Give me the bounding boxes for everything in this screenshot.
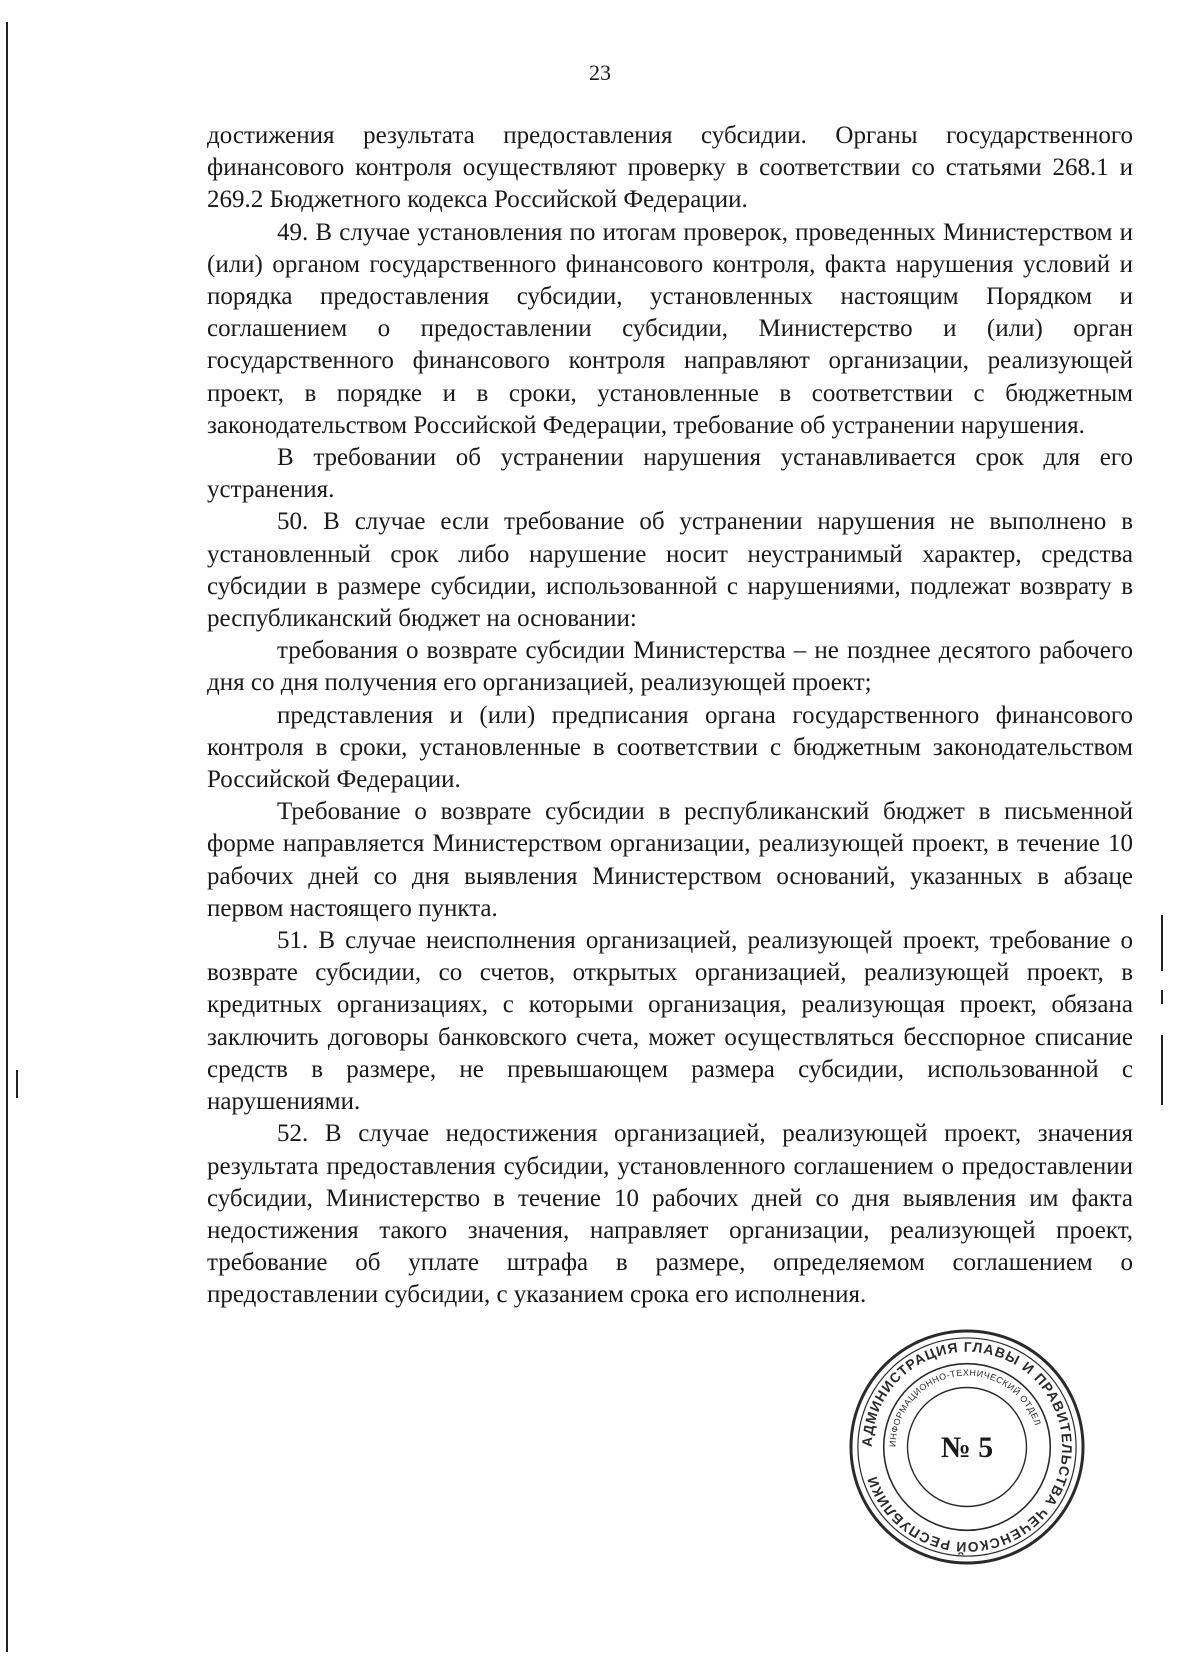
- paragraph-50-control-body: представления и (или) предписания органа государственного финансового контроля в сроки, установленные в соответствии с бюджетным законодательством Российской Федерации.: [207, 701, 1133, 794]
- page-number: 23: [589, 60, 611, 85]
- official-seal-stamp: [848, 1328, 1086, 1566]
- seal-inner-text-path: ИНФОРМАЦИОННО-ТЕХНИЧЕСКИЙ ОТДЕЛ: [887, 1367, 1043, 1448]
- scan-edge-right-line-lower: [1161, 1035, 1163, 1105]
- document-body: [207, 120, 1133, 1312]
- paragraph-51: 51. В случае неисполнения организацией, реализующей проект, требование о возврате субсидии, со счетов, открытых организацией, реализующей проект, в кредитных организациях, с которыми организация, реализующая проект, обязана заключить договоры банковского счета, может осуществляться бесспорное списание средств в размере, не превышающем размера субсидии, использованной с нарушениями.: [207, 927, 1133, 1116]
- paragraph-50: 50. В случае если требование об устранении нарушения не выполнено в установленный срок либо нарушение носит неустранимый характер, средства субсидии в размере субсидии, использованной с нарушениями, подлежат возврату в республиканский бюджет на основании:: [207, 508, 1133, 633]
- scan-edge-right-line: [1161, 915, 1163, 971]
- paragraph-49: 49. В случае установления по итогам проверок, проведенных Министерством и (или) органом государственного финансового контроля, факта нарушения условий и порядка предоставления субсидии, установленных настоящим Порядком и соглашением о предоставлении субсидии, Министерство и (или) орган государственного финансового контроля направляют организации, реализующей проект, в порядке и в сроки, установленные в соответствии с бюджетным законодательством Российской Федерации, требование об устранении нарушения.: [207, 218, 1133, 439]
- paragraph-50-ministry-demand: требования о возврате субсидии Министерства – не позднее десятого рабочего дня со дня получения его организацией, реализующей проект;: [207, 637, 1133, 697]
- paragraph-continuation: достижения результата предоставления субсидии. Органы государственного финансового контроля осуществляют проверку в соответствии со статьями 268.1 и 269.2 Бюджетного кодекса Российской Федерации.: [207, 122, 1133, 214]
- paragraph-49-requirement-term: В требовании об устранении нарушения устанавливается срок для его устранения.: [207, 444, 1133, 504]
- seal-number: № 5: [940, 1430, 994, 1464]
- seal-outer-text-path: АДМИНИСТРАЦИЯ ГЛАВЫ И ПРАВИТЕЛЬСТВА ЧЕЧЕНСКОЙ РЕСПУБЛИКИ: [858, 1338, 1076, 1556]
- scan-edge-left-tick: [16, 1070, 18, 1098]
- paragraph-50-written-demand: Требование о возврате субсидии в республиканский бюджет в письменной форме направляется Министерством организации, реализующей проект, в течение 10 рабочих дней со дня выявления Министерством оснований, указанных в абзаце первом настоящего пункта.: [207, 798, 1133, 922]
- scan-edge-left-line: [6, 22, 8, 1652]
- paragraph-52: 52. В случае недостижения организацией, реализующей проект, значения результата предоставления субсидии, установленного соглашением о предоставлении субсидии, Министерство в течение 10 рабочих дней со дня выявления им факта недостижения такого значения, направляет организации, реализующей проект, требование об уплате штрафа в размере, определяемом соглашением о предоставлении субсидии, с указанием срока его исполнения.: [207, 1120, 1133, 1309]
- scan-edge-right-tick: [1161, 990, 1163, 1004]
